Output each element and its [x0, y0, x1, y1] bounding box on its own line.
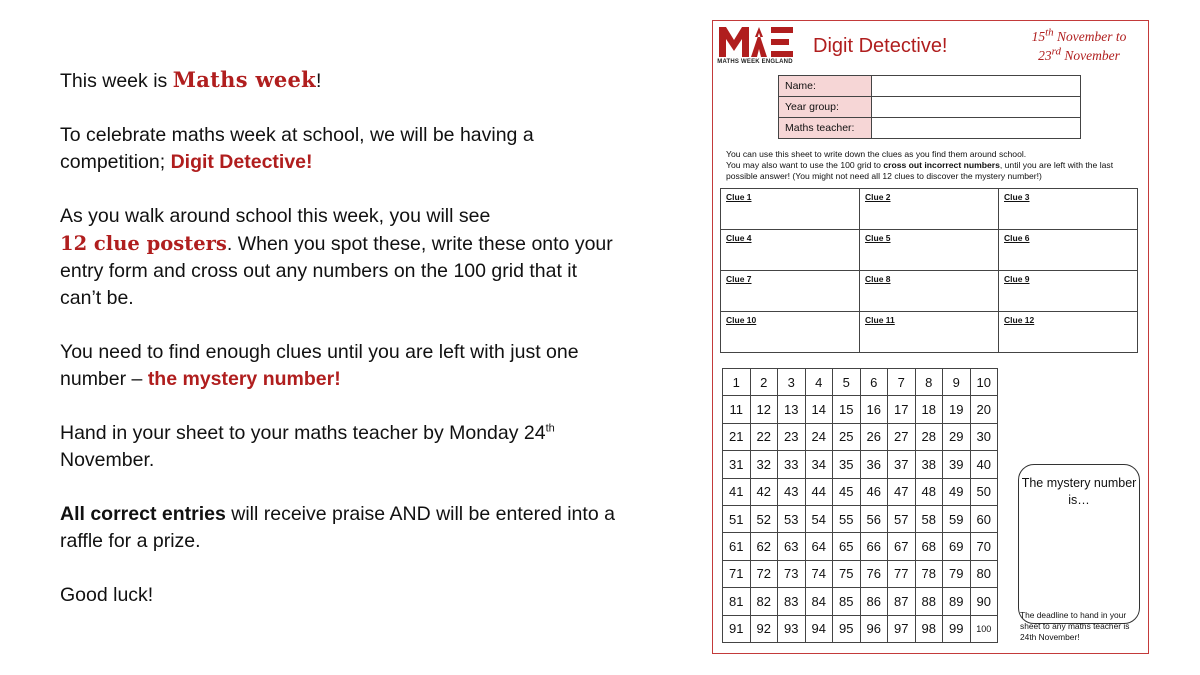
grid-number-cell[interactable]: 7 [888, 369, 916, 396]
clue-cell[interactable]: Clue 2 [860, 189, 999, 230]
name-field[interactable] [872, 76, 1081, 97]
clues-table [720, 188, 1138, 353]
details-form [778, 75, 1081, 139]
grid-number-cell[interactable]: 34 [805, 451, 833, 478]
grid-number-cell[interactable]: 41 [723, 478, 751, 505]
grid-number-cell[interactable]: 22 [750, 423, 778, 450]
grid-number-cell[interactable]: 52 [750, 505, 778, 532]
grid-number-cell[interactable]: 8 [915, 369, 943, 396]
grid-number-cell[interactable]: 17 [888, 396, 916, 423]
grid-number-cell[interactable]: 9 [943, 369, 971, 396]
grid-number-cell[interactable]: 91 [723, 615, 751, 642]
grid-number-cell[interactable]: 76 [860, 560, 888, 587]
grid-number-cell[interactable]: 88 [915, 588, 943, 615]
grid-number-cell[interactable]: 75 [833, 560, 861, 587]
grid-number-cell[interactable]: 13 [778, 396, 806, 423]
good-luck-text: Good luck! [60, 584, 154, 606]
year-group-label: Year group: [779, 97, 872, 118]
grid-number-cell[interactable]: 80 [970, 560, 998, 587]
intro-paragraph: This week is Maths week! [60, 67, 322, 92]
grid-number-cell[interactable]: 24 [805, 423, 833, 450]
maths-teacher-field[interactable] [872, 118, 1081, 139]
grid-number-cell[interactable]: 37 [888, 451, 916, 478]
mystery-number-label: The mystery number is… [1021, 476, 1137, 507]
grid-number-cell[interactable]: 65 [833, 533, 861, 560]
clue-cell[interactable]: Clue 9 [999, 271, 1138, 312]
logo-caption: MATHS WEEK ENGLAND [717, 59, 793, 65]
grid-number-cell[interactable]: 100 [970, 615, 998, 642]
grid-number-cell[interactable]: 15 [833, 396, 861, 423]
grid-number-cell[interactable]: 93 [778, 615, 806, 642]
grid-number-cell[interactable]: 10 [970, 369, 998, 396]
worksheet [712, 20, 1149, 654]
grid-number-cell[interactable]: 74 [805, 560, 833, 587]
deadline-paragraph: Hand in your sheet to your maths teacher by Monday 24th November. [60, 422, 555, 471]
grid-number-cell[interactable]: 87 [888, 588, 916, 615]
grid-number-cell[interactable]: 36 [860, 451, 888, 478]
clues-paragraph: As you walk around school this week, you will see 12 clue posters. When you spot these, write these onto your entry form and cross out any numbers on the 100 grid that it can’t be. [60, 205, 613, 309]
grid-number-cell[interactable]: 97 [888, 615, 916, 642]
grid-number-cell[interactable]: 61 [723, 533, 751, 560]
grid-number-cell[interactable]: 21 [723, 423, 751, 450]
grid-number-cell[interactable]: 56 [860, 505, 888, 532]
grid-number-cell[interactable]: 84 [805, 588, 833, 615]
year-group-field[interactable] [872, 97, 1081, 118]
grid-number-cell[interactable]: 46 [860, 478, 888, 505]
grid-number-cell[interactable]: 30 [970, 423, 998, 450]
grid-number-cell[interactable]: 3 [778, 369, 806, 396]
grid-number-cell[interactable]: 51 [723, 505, 751, 532]
grid-number-cell[interactable]: 95 [833, 615, 861, 642]
deadline-note: The deadline to hand in your sheet to any maths teacher is 24th November! [1020, 610, 1130, 642]
grid-number-cell[interactable]: 29 [943, 423, 971, 450]
grid-number-cell[interactable]: 53 [778, 505, 806, 532]
grid-number-cell[interactable]: 27 [888, 423, 916, 450]
grid-number-cell[interactable]: 42 [750, 478, 778, 505]
prize-paragraph: All correct entries will receive praise AND will be entered into a raffle for a prize. [60, 503, 615, 552]
grid-number-cell[interactable]: 57 [888, 505, 916, 532]
sheet-title: Digit Detective! [813, 35, 948, 57]
grid-number-cell[interactable]: 68 [915, 533, 943, 560]
grid-number-cell[interactable]: 4 [805, 369, 833, 396]
hundred-grid [722, 368, 998, 643]
grid-number-cell[interactable]: 92 [750, 615, 778, 642]
instructions: You can use this sheet to write down the clues as you find them around school. You may also want to use the 100 grid to cross out incorrect numbers, until you are left with the last possible answer! (You might not need all 12 clues to discover the mystery number!) [726, 149, 1114, 181]
clue-cell[interactable]: Clue 12 [999, 312, 1138, 353]
grid-number-cell[interactable]: 62 [750, 533, 778, 560]
grid-number-cell[interactable]: 35 [833, 451, 861, 478]
grid-number-cell[interactable]: 48 [915, 478, 943, 505]
grid-number-cell[interactable]: 63 [778, 533, 806, 560]
grid-number-cell[interactable]: 73 [778, 560, 806, 587]
clue-cell[interactable]: Clue 8 [860, 271, 999, 312]
announcement-text [60, 66, 620, 636]
grid-number-cell[interactable]: 45 [833, 478, 861, 505]
grid-number-cell[interactable]: 64 [805, 533, 833, 560]
grid-number-cell[interactable]: 44 [805, 478, 833, 505]
grid-number-cell[interactable]: 1 [723, 369, 751, 396]
grid-number-cell[interactable]: 2 [750, 369, 778, 396]
grid-number-cell[interactable]: 82 [750, 588, 778, 615]
grid-number-cell[interactable]: 6 [860, 369, 888, 396]
grid-number-cell[interactable]: 59 [943, 505, 971, 532]
grid-number-cell[interactable]: 71 [723, 560, 751, 587]
clue-cell[interactable]: Clue 6 [999, 230, 1138, 271]
grid-number-cell[interactable]: 55 [833, 505, 861, 532]
grid-number-cell[interactable]: 99 [943, 615, 971, 642]
grid-number-cell[interactable]: 77 [888, 560, 916, 587]
grid-number-cell[interactable]: 5 [833, 369, 861, 396]
grid-number-cell[interactable]: 33 [778, 451, 806, 478]
grid-number-cell[interactable]: 98 [915, 615, 943, 642]
grid-number-cell[interactable]: 50 [970, 478, 998, 505]
clue-cell[interactable]: Clue 7 [721, 271, 860, 312]
clue-cell[interactable]: Clue 11 [860, 312, 999, 353]
mystery-number-box[interactable] [1018, 464, 1140, 624]
grid-number-cell[interactable]: 39 [943, 451, 971, 478]
grid-number-cell[interactable]: 23 [778, 423, 806, 450]
grid-number-cell[interactable]: 79 [943, 560, 971, 587]
grid-number-cell[interactable]: 89 [943, 588, 971, 615]
grid-number-cell[interactable]: 18 [915, 396, 943, 423]
grid-number-cell[interactable]: 83 [778, 588, 806, 615]
grid-number-cell[interactable]: 16 [860, 396, 888, 423]
grid-number-cell[interactable]: 66 [860, 533, 888, 560]
grid-number-cell[interactable]: 11 [723, 396, 751, 423]
grid-number-cell[interactable]: 58 [915, 505, 943, 532]
grid-number-cell[interactable]: 47 [888, 478, 916, 505]
clue-cell[interactable]: Clue 5 [860, 230, 999, 271]
grid-number-cell[interactable]: 96 [860, 615, 888, 642]
clue-cell[interactable]: Clue 4 [721, 230, 860, 271]
date-range: 15th November to 23rd November [1031, 26, 1127, 63]
clue-cell[interactable]: Clue 1 [721, 189, 860, 230]
competition-paragraph: To celebrate maths week at school, we will be having a competition; Digit Detective! [60, 124, 534, 173]
grid-number-cell[interactable]: 69 [943, 533, 971, 560]
grid-number-cell[interactable]: 25 [833, 423, 861, 450]
grid-number-cell[interactable]: 94 [805, 615, 833, 642]
grid-number-cell[interactable]: 70 [970, 533, 998, 560]
grid-number-cell[interactable]: 86 [860, 588, 888, 615]
grid-number-cell[interactable]: 26 [860, 423, 888, 450]
grid-number-cell[interactable]: 28 [915, 423, 943, 450]
grid-number-cell[interactable]: 12 [750, 396, 778, 423]
grid-number-cell[interactable]: 90 [970, 588, 998, 615]
clue-cell[interactable]: Clue 3 [999, 189, 1138, 230]
grid-number-cell[interactable]: 67 [888, 533, 916, 560]
grid-number-cell[interactable]: 60 [970, 505, 998, 532]
grid-number-cell[interactable]: 85 [833, 588, 861, 615]
grid-number-cell[interactable]: 40 [970, 451, 998, 478]
mystery-paragraph: You need to find enough clues until you are left with just one number – the mystery number! [60, 341, 579, 390]
grid-number-cell[interactable]: 43 [778, 478, 806, 505]
maths-teacher-label: Maths teacher: [779, 118, 872, 139]
clue-cell[interactable]: Clue 10 [721, 312, 860, 353]
grid-number-cell[interactable]: 14 [805, 396, 833, 423]
grid-number-cell[interactable]: 81 [723, 588, 751, 615]
grid-number-cell[interactable]: 31 [723, 451, 751, 478]
grid-number-cell[interactable]: 72 [750, 560, 778, 587]
grid-number-cell[interactable]: 32 [750, 451, 778, 478]
grid-number-cell[interactable]: 19 [943, 396, 971, 423]
grid-number-cell[interactable]: 20 [970, 396, 998, 423]
grid-number-cell[interactable]: 54 [805, 505, 833, 532]
grid-number-cell[interactable]: 38 [915, 451, 943, 478]
name-label: Name: [779, 76, 872, 97]
grid-number-cell[interactable]: 49 [943, 478, 971, 505]
grid-number-cell[interactable]: 78 [915, 560, 943, 587]
